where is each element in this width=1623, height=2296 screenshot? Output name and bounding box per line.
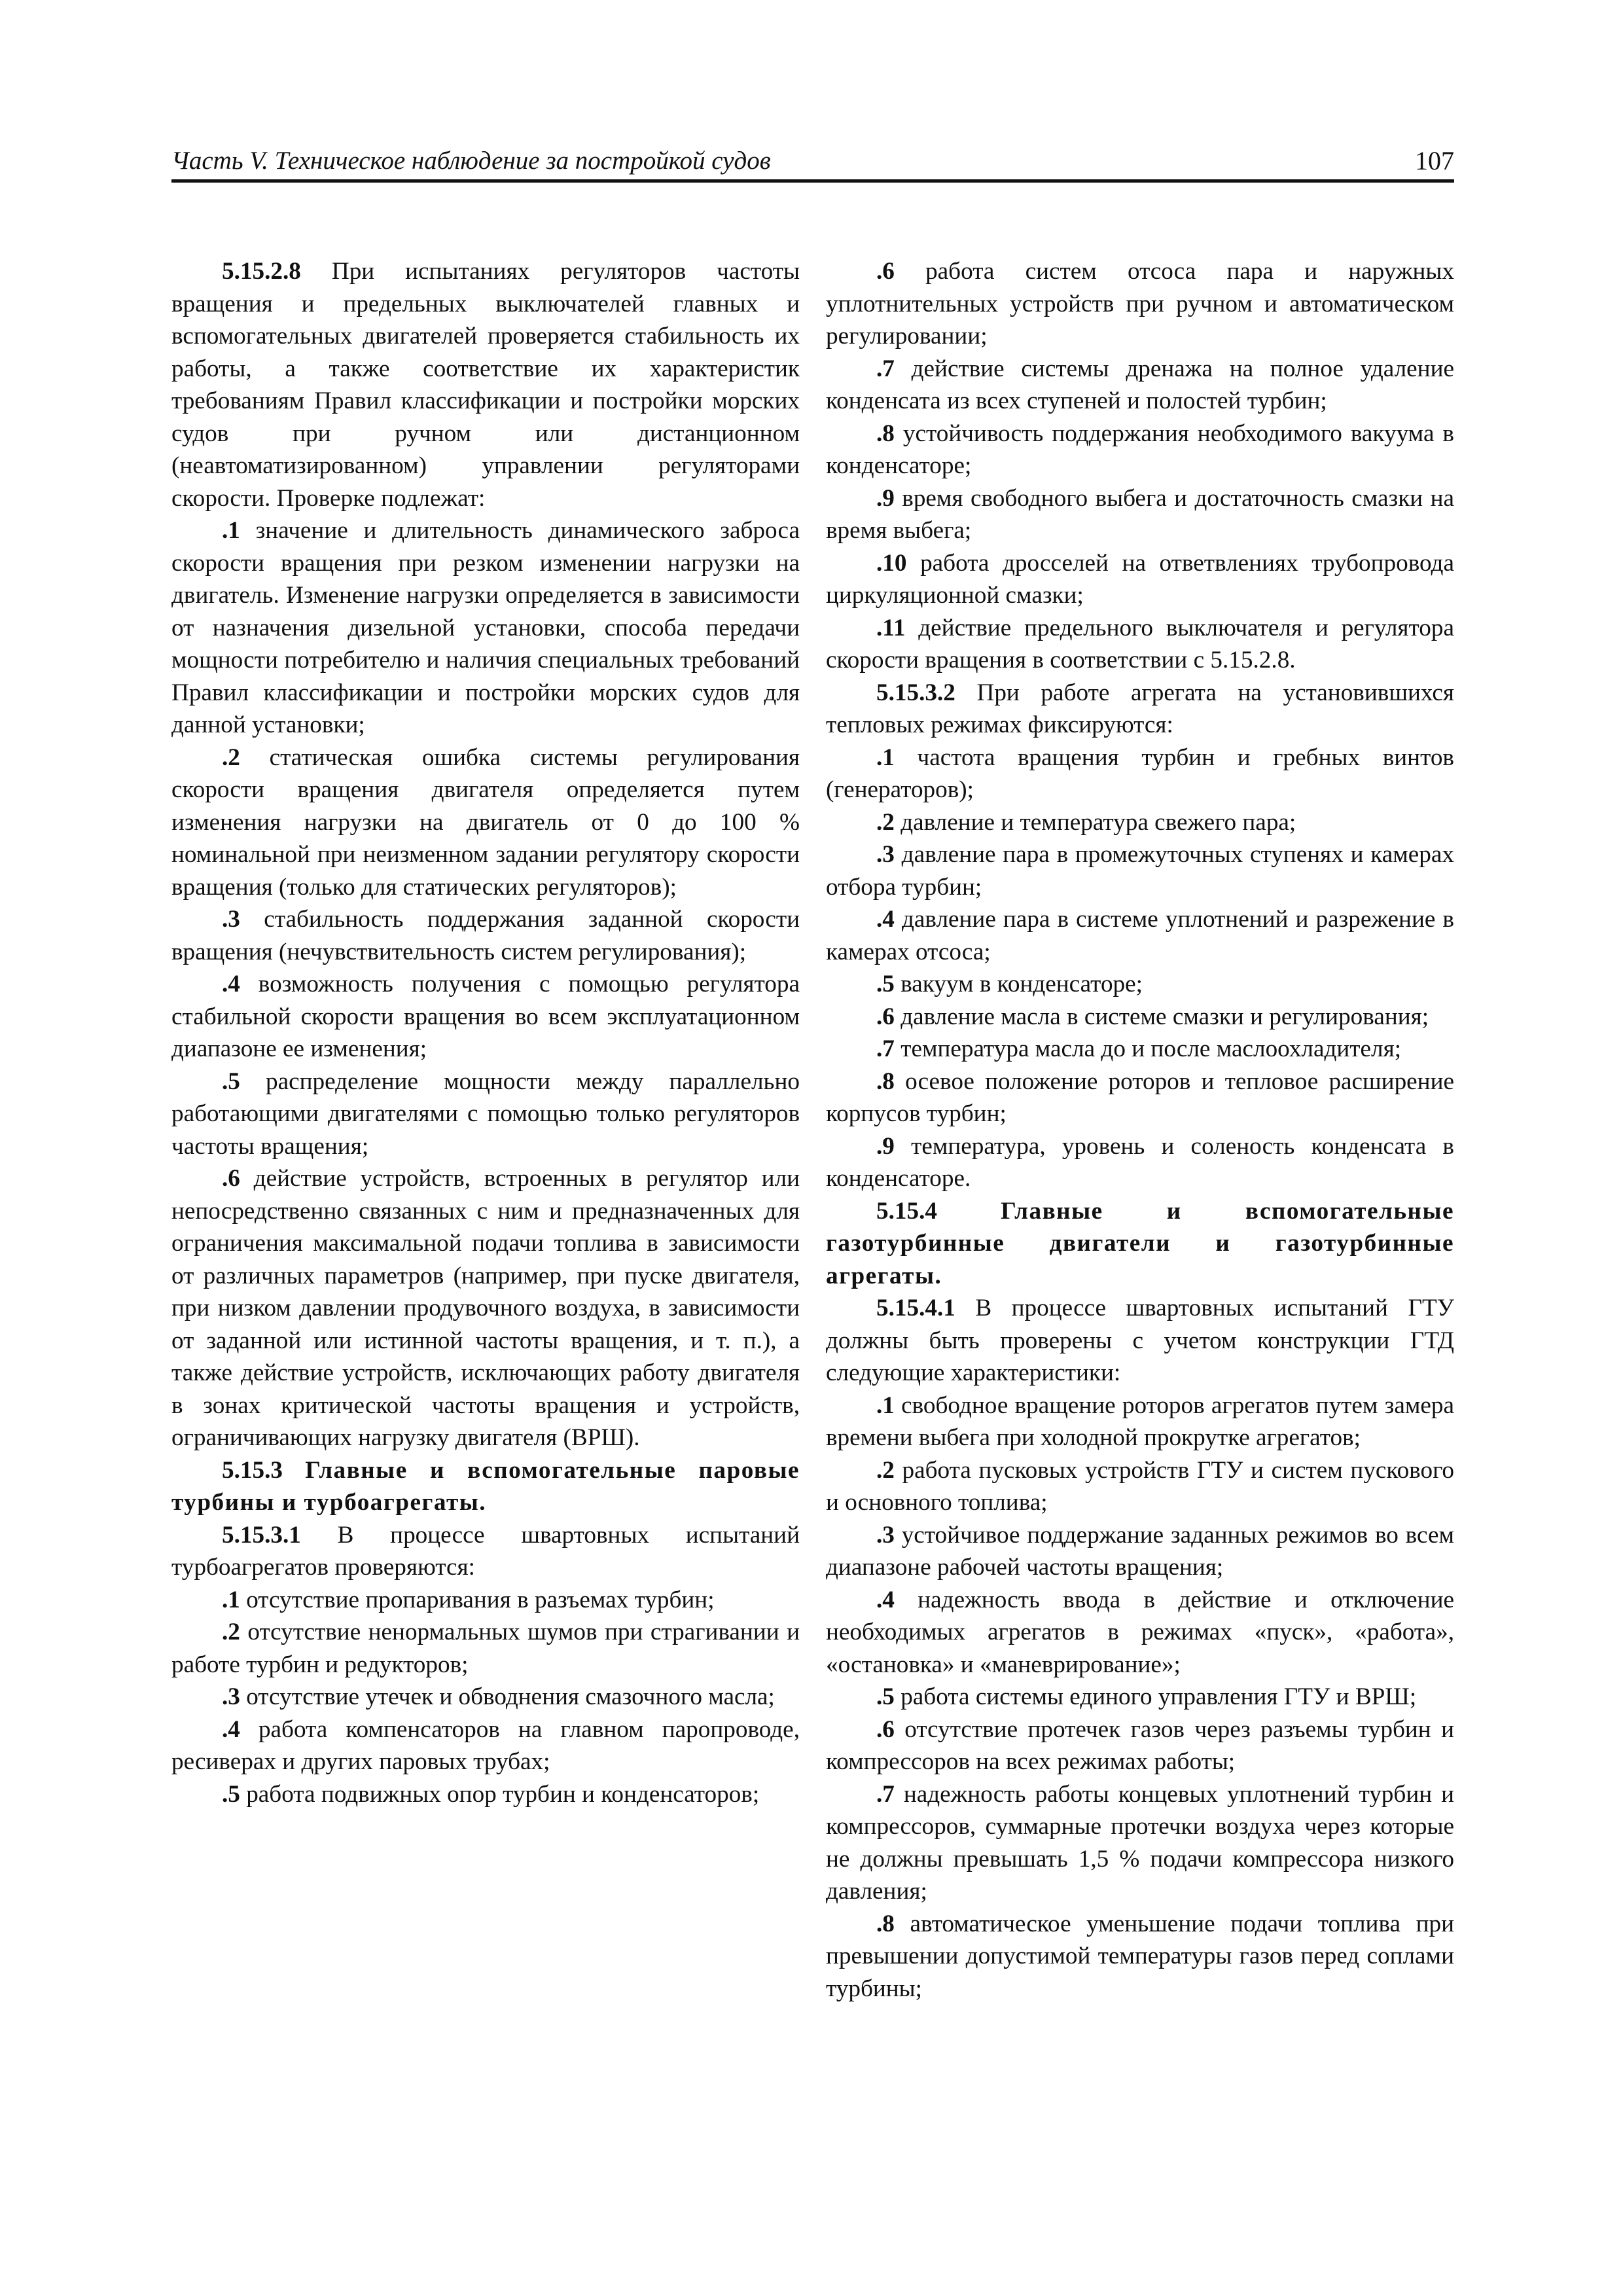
paragraph <box>826 255 1454 353</box>
paragraph <box>171 255 800 514</box>
clause-text: работа дросселей на ответвлениях трубопровода циркуляционной смазки; <box>826 549 1454 609</box>
clause-text: работа пусковых устройств ГТУ и систем пускового и основного топлива; <box>826 1456 1454 1516</box>
clause-text: устойчивость поддержания необходимого вакуума в конденсаторе; <box>826 420 1454 479</box>
paragraph <box>826 742 1454 806</box>
paragraph <box>826 1066 1454 1130</box>
clause-text: свободное вращение роторов агрегатов путем замера времени выбега при холодной прокрутке агрегатов; <box>826 1391 1454 1451</box>
clause-number: .4 <box>222 1715 240 1743</box>
paragraph <box>826 547 1454 612</box>
right-column <box>826 255 1454 2005</box>
clause-number: .10 <box>876 549 907 577</box>
paragraph <box>826 612 1454 677</box>
paragraph <box>826 968 1454 1001</box>
section-heading-text: Главные и вспомогательные паровые турбины и турбоагрегаты. <box>171 1456 800 1516</box>
paragraph <box>171 1778 800 1811</box>
left-column <box>171 255 800 1810</box>
clause-number: .3 <box>222 906 240 933</box>
clause-number: 5.15.3 <box>222 1456 283 1484</box>
paragraph <box>171 1519 800 1584</box>
paragraph <box>826 677 1454 742</box>
clause-text: действие предельного выключателя и регулятора скорости вращения в соответствии с 5.15.2.8. <box>826 614 1454 673</box>
clause-text: давление пара в промежуточных ступенях и камерах отбора турбин; <box>826 841 1454 901</box>
section-heading-text: Главные и вспомогательные газотурбинные двигатели и газотурбинные агрегаты. <box>826 1197 1454 1289</box>
clause-text: работа системы единого управления ГТУ и ВРШ; <box>894 1683 1417 1710</box>
clause-text: отсутствие утечек и обводнения смазочного масла; <box>240 1683 775 1710</box>
clause-text: надежность ввода в действие и отключение необходимых агрегатов в режимах «пуск», «работа», «остановка» и «маневрирование»; <box>826 1586 1454 1678</box>
paragraph <box>826 1908 1454 2005</box>
paragraph <box>826 418 1454 482</box>
clause-number: .1 <box>876 1391 895 1419</box>
clause-text: При работе агрегата на установившихся тепловых режимах фиксируются: <box>826 679 1454 738</box>
paragraph <box>826 1681 1454 1713</box>
clause-number: .3 <box>876 841 895 868</box>
clause-number: .5 <box>222 1780 240 1808</box>
clause-number: .6 <box>876 1003 895 1030</box>
clause-number: .1 <box>222 517 240 544</box>
clause-text: надежность работы концевых уплотнений турбин и компрессоров, суммарные протечки воздуха через которые не должны превышать 1,5 % подачи компрессора низкого давления; <box>826 1780 1454 1905</box>
clause-number: 5.15.2.8 <box>222 258 301 285</box>
clause-text: время свободного выбега и достаточность смазки на время выбега; <box>826 484 1454 544</box>
paragraph <box>826 838 1454 903</box>
paragraph <box>826 1033 1454 1066</box>
paragraph <box>826 1454 1454 1519</box>
clause-text: автоматическое уменьшение подачи топлива при превышении допустимой температуры газов перед соплами турбины; <box>826 1910 1454 2002</box>
paragraph <box>826 1778 1454 1908</box>
clause-text: возможность получения с помощью регулятора стабильной скорости вращения во всем эксплуатационном диапазоне ее изменения; <box>171 971 800 1062</box>
paragraph <box>826 1390 1454 1454</box>
clause-number: .5 <box>876 971 895 997</box>
clause-text: работа компенсаторов на главном паропроводе, ресиверах и других паровых трубах; <box>171 1715 800 1775</box>
paragraph <box>826 903 1454 968</box>
clause-number: .3 <box>222 1683 240 1710</box>
paragraph <box>826 1519 1454 1584</box>
paragraph <box>826 1292 1454 1390</box>
clause-text: температура масла до и после маслоохладителя; <box>894 1035 1402 1062</box>
paragraph <box>826 1713 1454 1778</box>
clause-number: .6 <box>876 258 895 285</box>
clause-number: .4 <box>876 906 895 933</box>
clause-number: .9 <box>876 484 895 512</box>
clause-text: отсутствие пропаривания в разъемах турбин; <box>240 1586 715 1613</box>
clause-number: .6 <box>876 1715 895 1743</box>
paragraph <box>826 482 1454 547</box>
paragraph <box>826 1001 1454 1033</box>
paragraph <box>171 968 800 1066</box>
paragraph <box>826 1584 1454 1681</box>
clause-text: работа подвижных опор турбин и конденсаторов; <box>240 1780 760 1808</box>
clause-number: .2 <box>222 744 240 771</box>
page-number: 107 <box>1415 146 1454 175</box>
paragraph <box>826 806 1454 839</box>
clause-number: .7 <box>876 1780 895 1808</box>
clause-number: 5.15.3.2 <box>876 679 955 706</box>
clause-number: .7 <box>876 355 895 382</box>
clause-text: давление пара в системе уплотнений и разрежение в камерах отсоса; <box>826 906 1454 965</box>
paragraph <box>171 903 800 968</box>
clause-number: .11 <box>876 614 906 641</box>
clause-text: устойчивое поддержание заданных режимов во всем диапазоне рабочей частоты вращения; <box>826 1521 1454 1581</box>
paragraph <box>171 1713 800 1778</box>
clause-number: 5.15.4 <box>876 1197 937 1225</box>
clause-number: .1 <box>876 744 895 771</box>
clause-text: В процессе швартовных испытаний ГТУ должны быть проверены с учетом конструкции ГТД следующие характеристики: <box>826 1295 1454 1386</box>
clause-number: 5.15.3.1 <box>222 1521 301 1549</box>
running-header-title: Часть V. Техническое наблюдение за постройкой судов <box>171 147 771 175</box>
clause-number: .5 <box>222 1067 240 1095</box>
clause-number: .2 <box>876 1456 895 1484</box>
paragraph <box>171 1681 800 1713</box>
paragraph <box>826 353 1454 418</box>
paragraph <box>171 1162 800 1454</box>
clause-text: стабильность поддержания заданной скорости вращения (нечувствительность систем регулирования); <box>171 906 800 965</box>
clause-number: .4 <box>222 971 240 997</box>
clause-text: значение и длительность динамического заброса скорости вращения при резком изменении нагрузки на двигатель. Изменение нагрузки определяется в зависимости от назначения дизельной установки, способа передачи мощности потребителю и наличия специальных требований Правил классификации и постройки морских судов для данной установки; <box>171 517 800 738</box>
clause-text: давление и температура свежего пара; <box>894 808 1296 836</box>
clause-number: .8 <box>876 1067 895 1095</box>
clause-text: При испытаниях регуляторов частоты вращения и предельных выключателей главных и вспомогательных двигателей проверяется стабильность их работы, а также соответствие их характеристик требованиям Правил классификации и постройки морских судов при ручном или дистанционном (неавтоматизированном) управлении регуляторами скорости. Проверке подлежат: <box>171 258 800 512</box>
paragraph <box>171 1454 800 1519</box>
clause-number: .8 <box>876 420 895 447</box>
paragraph <box>171 1616 800 1681</box>
clause-text: В процессе швартовных испытаний турбоагрегатов проверяются: <box>171 1521 800 1581</box>
clause-text: распределение мощности между параллельно работающими двигателями с помощью только регуляторов частоты вращения; <box>171 1067 800 1160</box>
clause-text: осевое положение роторов и тепловое расширение корпусов турбин; <box>826 1067 1454 1127</box>
clause-text: действие устройств, встроенных в регулятор или непосредственно связанных с ним и предназначенных для ограничения максимальной подачи топлива в зависимости от различных параметров (например, при пуске двигателя, при низком давлении продувочного воздуха, в зависимости от заданной или истинной частоты вращения, и т. п.), а также действие устройств, исключающих работу двигателя в зонах критической частоты вращения и устройств, ограничивающих нагрузку двигателя (ВРШ). <box>171 1165 800 1451</box>
paragraph <box>826 1130 1454 1195</box>
paragraph <box>171 742 800 904</box>
clause-number: .1 <box>222 1586 240 1613</box>
page-header <box>171 143 1454 183</box>
clause-text: температура, уровень и соленость конденсата в конденсаторе. <box>826 1132 1454 1192</box>
clause-text: действие системы дренажа на полное удаление конденсата из всех ступеней и полостей турбин; <box>826 355 1454 414</box>
clause-text: статическая ошибка системы регулирования скорости вращения двигателя определяется путем изменения нагрузки на двигатель от 0 до 100 % номинальной при неизменном задании регулятору скорости вращения (только для статических регуляторов); <box>171 744 800 901</box>
paragraph <box>171 1066 800 1163</box>
clause-number: .6 <box>222 1165 240 1192</box>
clause-number: .5 <box>876 1683 895 1710</box>
clause-number: .8 <box>876 1910 895 1937</box>
clause-number: .4 <box>876 1586 895 1613</box>
clause-text: отсутствие ненормальных шумов при страгивании и работе турбин и редукторов; <box>171 1619 800 1678</box>
clause-text: давление масла в системе смазки и регулирования; <box>894 1003 1429 1030</box>
clause-text: частота вращения турбин и гребных винтов (генераторов); <box>826 744 1454 803</box>
clause-number: .3 <box>876 1521 895 1549</box>
clause-text: работа систем отсоса пара и наружных уплотнительных устройств при ручном и автоматическом регулировании; <box>826 258 1454 350</box>
clause-number: .9 <box>876 1132 895 1160</box>
paragraph <box>826 1195 1454 1293</box>
clause-number: .2 <box>222 1619 240 1645</box>
clause-number: 5.15.4.1 <box>876 1295 955 1321</box>
clause-number: .2 <box>876 808 895 836</box>
paragraph <box>171 514 800 742</box>
paragraph <box>171 1584 800 1617</box>
clause-text: вакуум в конденсаторе; <box>894 971 1143 997</box>
clause-number: .7 <box>876 1035 895 1062</box>
clause-text: отсутствие протечек газов через разъемы турбин и компрессоров на всех режимах работы; <box>826 1715 1454 1775</box>
